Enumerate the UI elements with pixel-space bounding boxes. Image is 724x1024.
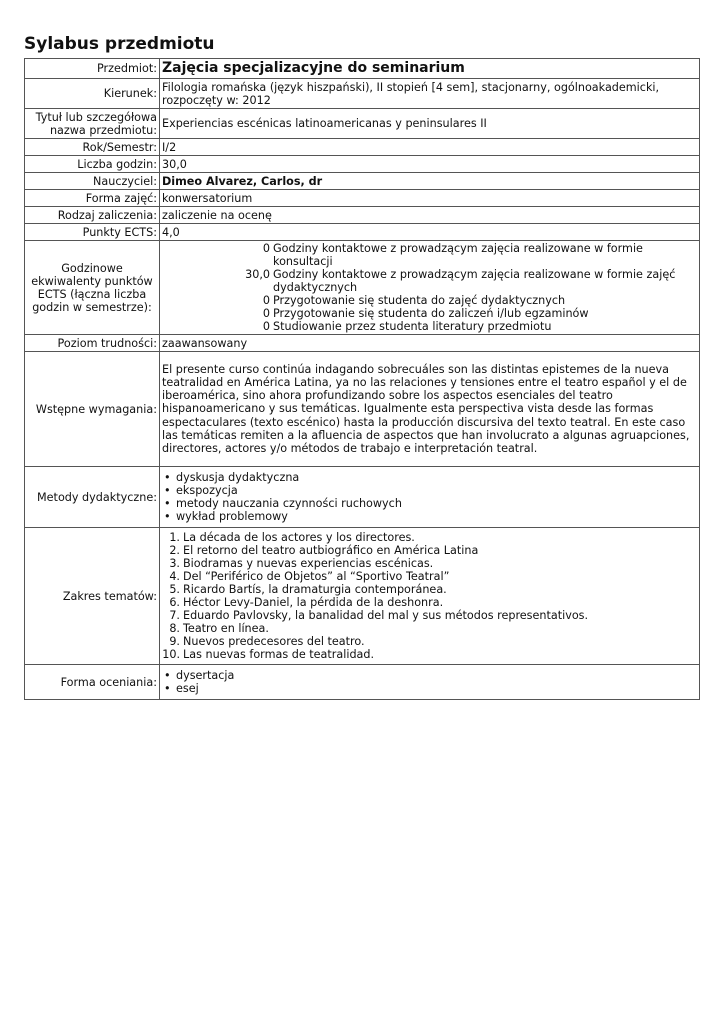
value-rodzaj-zaliczenia: zaliczenie na ocenę [160,207,700,224]
row-nauczyciel [25,173,700,190]
row-rodzaj-zaliczenia [25,207,700,224]
label-punkty-ects: Punkty ECTS: [25,224,160,241]
list-item [162,596,697,609]
zakres-list [162,531,697,661]
row-godzinowe [25,241,700,335]
hours-description: Godziny kontaktowe z prowadzącym zajęcia realizowane w formie konsultacji [273,242,643,268]
list-item [162,635,697,648]
topic-text: Del “Periférico de Objetos” al “Sportivo Teatral” [183,570,450,583]
value-tytul: Experiencias escénicas latinoamericanas y peninsulares II [160,109,700,139]
list-item [162,622,697,635]
hours-grid [162,242,697,333]
list-item: • dysertacja [162,669,697,682]
hours-description: Godziny kontaktowe z prowadzącym zajęcia realizowane w formie zajęć dydaktycznych [273,268,676,294]
topic-text: Héctor Levy-Daniel, la pérdida de la deshonra. [183,596,444,609]
hours-value: 30,0 [245,268,270,281]
hours-value: 0 [262,307,270,320]
topic-number: 1. [169,531,180,544]
value-przedmiot: Zajęcia specjalizacyjne do seminarium [160,59,700,79]
syllabus-table [24,58,700,700]
label-tytul: Tytuł lub szczegółowa nazwa przedmiotu: [25,109,160,139]
row-rok-semestr [25,139,700,156]
list-item: • dyskusja dydaktyczna [162,471,697,484]
value-metody [160,467,700,528]
hours-description: Przygotowanie się studenta do zaliczeń i/lub egzaminów [273,307,589,320]
list-item: • ekspozycja [162,484,697,497]
topic-number: 6. [169,596,180,609]
topic-number: 5. [169,583,180,596]
syllabus-page [24,32,700,700]
list-item: • wykład problemowy [162,510,697,523]
row-zakres [25,528,700,665]
value-forma-oceniania [160,665,700,700]
value-godzinowe [160,241,700,335]
list-item [162,609,697,622]
list-item [162,583,697,596]
hours-description: Przygotowanie się studenta do zajęć dydaktycznych [273,294,566,307]
value-kierunek: Filologia romańska (język hiszpański), II stopień [4 sem], stacjonarny, ogólnoakademicki, rozpoczęty w: 2012 [160,79,700,109]
list-item [162,557,697,570]
value-forma-zajec: konwersatorium [160,190,700,207]
list-item: • metody nauczania czynności ruchowych [162,497,697,510]
label-wstepne: Wstępne wymagania: [25,352,160,467]
value-rok-semestr: I/2 [160,139,700,156]
value-nauczyciel: Dimeo Alvarez, Carlos, dr [160,173,700,190]
row-liczba-godzin [25,156,700,173]
value-zakres [160,528,700,665]
list-item [162,648,697,661]
label-metody: Metody dydaktyczne: [25,467,160,528]
list-item [162,570,697,583]
topic-text: Eduardo Pavlovsky, la banalidad del mal y sus métodos representativos. [183,609,589,622]
value-poziom: zaawansowany [160,335,700,352]
label-zakres: Zakres tematów: [25,528,160,665]
value-wstepne: El presente curso continúa indagando sobrecuáles son las distintas epistemes de la nueva teatralidad en América Latina, ya no las relaciones y tensiones entre el teatro español y el de iberoamérica, sino ahora profundizando sobre los aspectos esenciales del teatro hispanoamericano y sus temáticas. Igualmente esta perspectiva vista desde las formas espectaculares (texto escénico) hasta la producción discursiva del texto teatral. En este caso las temáticas remiten a la afluencia de aspectos que han involucrato a algunas agruapciones, directores, actores y/o métodos de trabajo e interpretación teatral. [160,352,700,467]
row-forma-oceniania [25,665,700,700]
topic-number: 4. [169,570,180,583]
value-punkty-ects: 4,0 [160,224,700,241]
hours-description: Studiowanie przez studenta literatury przedmiotu [273,320,552,333]
label-przedmiot: Przedmiot: [25,59,160,79]
topic-number: 7. [169,609,180,622]
row-forma-zajec [25,190,700,207]
topic-text: El retorno del teatro autbiográfico en América Latina [183,544,479,557]
topic-number: 2. [169,544,180,557]
value-liczba-godzin: 30,0 [160,156,700,173]
list-item [162,531,697,544]
topic-text: Teatro en línea. [183,622,269,635]
label-forma-oceniania: Forma oceniania: [25,665,160,700]
topic-text: La década de los actores y los directores. [183,531,415,544]
list-item [162,544,697,557]
row-poziom [25,335,700,352]
topic-number: 3. [169,557,180,570]
topic-text: Las nuevas formas de teatralidad. [183,648,375,661]
label-forma-zajec: Forma zajęć: [25,190,160,207]
page-title: Sylabus przedmiotu [24,34,215,54]
row-kierunek [25,79,700,109]
topic-number: 10. [162,648,180,661]
topic-text: Ricardo Bartís, la dramaturgia contemporánea. [183,583,447,596]
row-wstepne [25,352,700,467]
label-liczba-godzin: Liczba godzin: [25,156,160,173]
row-metody [25,467,700,528]
metody-list [162,471,697,523]
label-rodzaj-zaliczenia: Rodzaj zaliczenia: [25,207,160,224]
topic-text: Biodramas y nuevas experiencias escénicas. [183,557,434,570]
label-rok-semestr: Rok/Semestr: [25,139,160,156]
topic-number: 9. [169,635,180,648]
label-nauczyciel: Nauczyciel: [25,173,160,190]
hours-value: 0 [262,242,270,255]
list-item: • esej [162,682,697,695]
topic-text: Nuevos predecesores del teatro. [183,635,365,648]
row-tytul [25,109,700,139]
row-przedmiot [25,59,700,79]
hours-value: 0 [262,320,270,333]
label-kierunek: Kierunek: [25,79,160,109]
label-poziom: Poziom trudności: [25,335,160,352]
label-godzinowe: Godzinowe ekwiwalenty punktów ECTS (łączna liczba godzin w semestrze): [25,241,160,335]
hours-value: 0 [262,294,270,307]
row-punkty-ects [25,224,700,241]
ocena-list [162,669,697,695]
topic-number: 8. [169,622,180,635]
